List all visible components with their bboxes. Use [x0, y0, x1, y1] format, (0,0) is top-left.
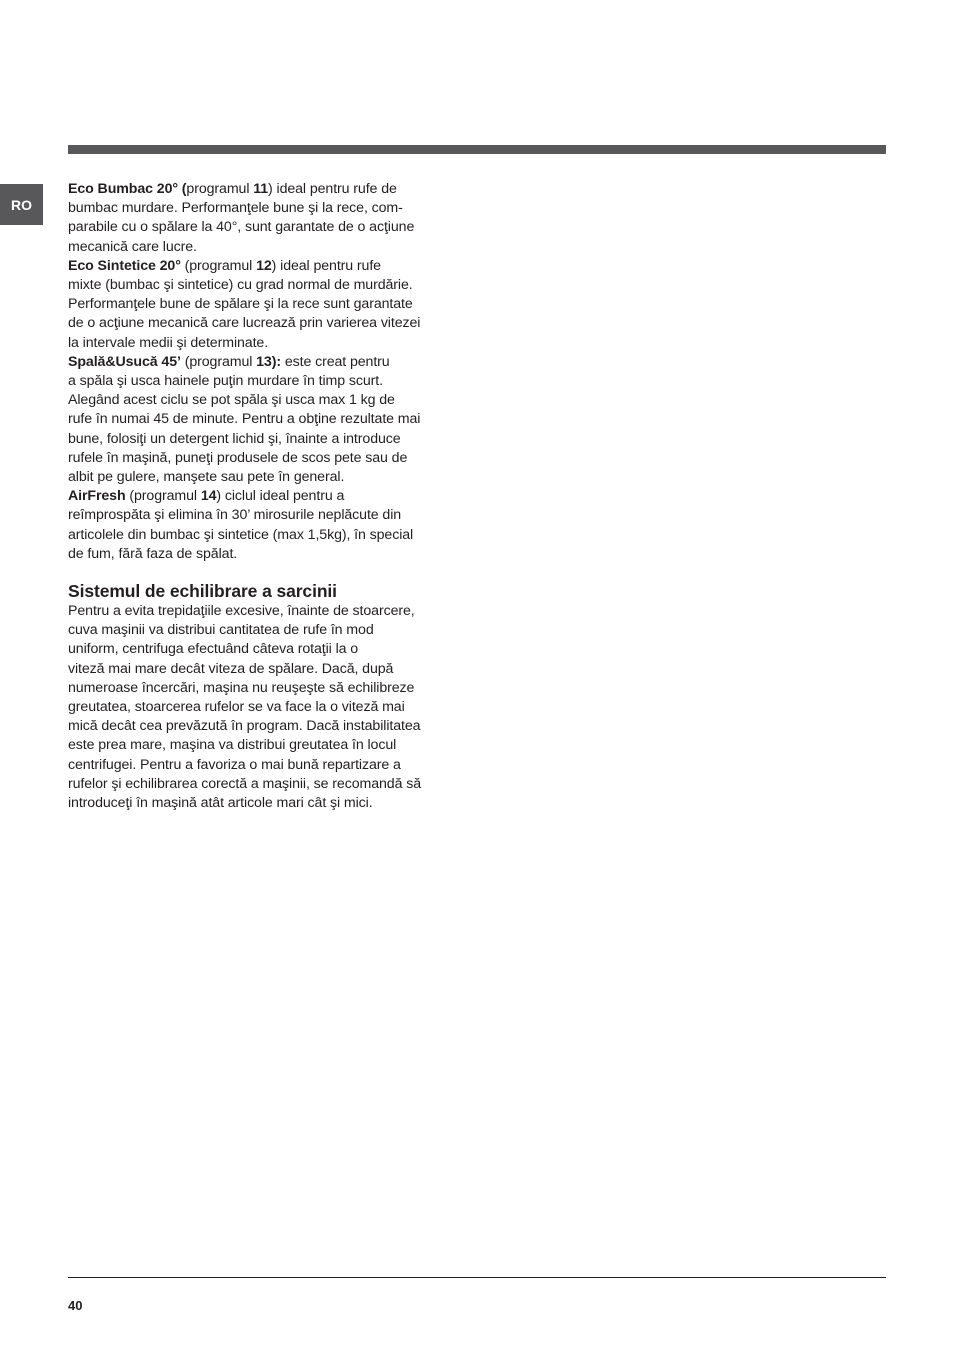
- text-run: bumbac murdare. Performanţele bune şi la rece, com-: [68, 200, 403, 217]
- text-line: rufelor şi echilibrarea corectă a maşinii, se recomandă să: [68, 775, 421, 792]
- text-line: viteză mai mare decât viteza de spălare. Dacă, după: [68, 660, 394, 677]
- text-line: [68, 487, 460, 506]
- text-line: mică decât cea prevăzută în program. Dacă instabilitatea: [68, 718, 421, 735]
- text-run: de o acţiune mecanică care lucrează prin varierea vitezei: [68, 315, 421, 332]
- text-run: de fum, fără faza de spălat.: [68, 545, 238, 562]
- text-line: [68, 180, 460, 199]
- bottom-rule: [68, 1277, 886, 1278]
- bold-text: 14: [200, 488, 217, 505]
- text-run: (programul: [180, 257, 257, 274]
- text-line: [68, 257, 460, 276]
- text-line: numeroase încercări, maşina nu reuşeşte să echilibreze: [68, 679, 415, 696]
- text-line: [68, 449, 460, 468]
- bold-text: AirFresh: [68, 488, 126, 505]
- text-line: introduceţi în maşină atât articole mari cât şi mici.: [68, 795, 373, 812]
- text-run: programul: [186, 181, 254, 197]
- text-run: a spăla şi usca hainele puţin murdare în timp scurt.: [68, 373, 383, 390]
- text-line: [68, 372, 460, 391]
- text-line: centrifugei. Pentru a favoriza o mai bună repartizare a: [68, 756, 401, 773]
- text-run: reîmprospăta şi elimina în 30’ mirosurile neplăcute din: [68, 507, 402, 524]
- section-body: [68, 602, 460, 813]
- language-tab: RO: [0, 184, 43, 225]
- program-paragraph: [68, 180, 460, 257]
- text-run: (programul: [125, 488, 201, 505]
- text-line: [68, 410, 460, 429]
- program-paragraph: [68, 257, 460, 353]
- text-line: [68, 526, 460, 545]
- program-paragraph: [68, 353, 460, 487]
- text-line: [68, 218, 460, 237]
- bold-text: Eco Bumbac 20° (: [68, 181, 187, 197]
- text-line: uniform, centrifuga efectuând câteva rotaţii la o: [68, 641, 359, 658]
- text-run: ) ciclul ideal pentru a: [216, 488, 345, 505]
- text-line: [68, 353, 460, 372]
- bold-text: 13: [256, 353, 272, 370]
- text-line: greutatea, stoarcerea rufelor se va face la o viteză mai: [68, 699, 405, 716]
- text-run: ) ideal pentru rufe: [271, 257, 381, 274]
- main-content: [68, 180, 460, 813]
- page-number: 40: [68, 1298, 83, 1313]
- text-run: Performanţele bune de spălare şi la rece sunt garantate: [68, 296, 413, 313]
- text-run: este creat pentru: [280, 353, 390, 370]
- section-heading: Sistemul de echilibrare a sarcinii: [68, 581, 337, 602]
- bold-text: 11: [253, 181, 269, 197]
- bold-text: Eco Sintetice 20°: [68, 257, 181, 274]
- text-line: cuva maşinii va distribui cantitatea de rufe în mod: [68, 622, 374, 639]
- text-line: [68, 391, 460, 410]
- text-line: [68, 545, 460, 564]
- text-line: [68, 276, 460, 295]
- text-line: [68, 334, 460, 353]
- text-run: articolele din bumbac şi sintetice (max 1,5kg), în special: [68, 526, 414, 543]
- text-line: Pentru a evita trepidaţiile excesive, înainte de stoarcere,: [68, 603, 415, 620]
- bold-text: 12: [256, 257, 272, 274]
- top-rule: [68, 145, 886, 154]
- text-run: albit pe gulere, manşete sau pete în general.: [68, 469, 345, 486]
- text-run: rufe în numai 45 de minute. Pentru a obţine rezultate mai: [68, 411, 421, 428]
- text-run: mecanică care lucre.: [68, 238, 197, 255]
- text-line: [68, 238, 460, 257]
- text-line: [68, 295, 460, 314]
- text-line: [68, 314, 460, 333]
- text-run: rufele în maşină, puneţi produsele de scos pete sau de: [68, 449, 408, 466]
- text-line: este prea mare, maşina va distribui greutatea în locul: [68, 737, 397, 754]
- text-run: la intervale medii şi determinate.: [68, 334, 269, 351]
- text-line: [68, 468, 460, 487]
- bold-text: ):: [271, 353, 281, 370]
- text-run: parabile cu o spălare la 40°, sunt garantate de o acţiune: [68, 219, 415, 236]
- program-descriptions: [68, 180, 460, 564]
- text-line: [68, 506, 460, 525]
- text-run: mixte (bumbac şi sintetice) cu grad normal de murdărie.: [68, 277, 413, 294]
- text-run: bune, folosiţi un detergent lichid şi, înainte a introduce: [68, 430, 401, 447]
- text-run: Alegând acest ciclu se pot spăla şi usca max 1 kg de: [68, 392, 395, 409]
- text-run: (programul: [180, 353, 257, 370]
- text-line: [68, 199, 460, 218]
- text-line: [68, 430, 460, 449]
- bold-text: Spală&Usucă 45’: [68, 353, 181, 370]
- program-paragraph: [68, 487, 460, 564]
- text-run: ) ideal pentru rufe de: [268, 181, 397, 197]
